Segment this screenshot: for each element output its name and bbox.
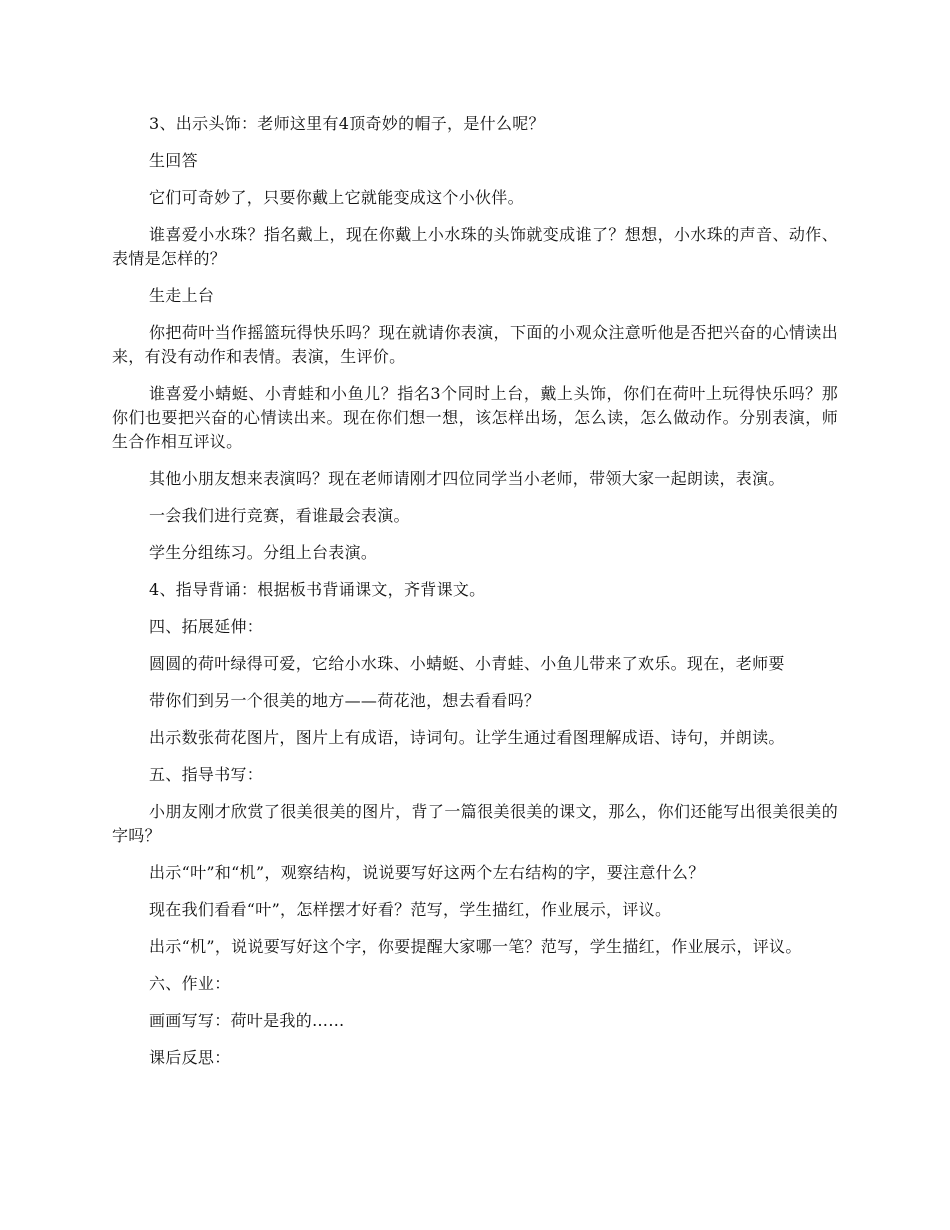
paragraph: 学生分组练习。分组上台表演。 (149, 543, 378, 562)
paragraph: 课后反思： (149, 1048, 231, 1067)
paragraph: 生走上台 (149, 286, 215, 305)
paragraph: 小朋友刚才欣赏了很美很美的图片，背了一篇很美很美的课文，那么，你们还能写出很美很美的字吗？ (112, 802, 838, 845)
section-heading: 六、作业： (149, 974, 231, 993)
paragraph: 其他小朋友想来表演吗？现在老师请刚才四位同学当小老师，带领大家一起朗读，表演。 (149, 469, 785, 488)
section-heading: 四、拓展延伸： (149, 617, 264, 636)
paragraph: 它们可奇妙了，只要你戴上它就能变成这个小伙伴。 (149, 188, 524, 207)
paragraph: 谁喜爱小蜻蜓、小青蛙和小鱼儿？指名3个同时上台，戴上头饰，你们在荷叶上玩得快乐吗？那你们也要把兴奋的心情读出来。现在你们想一想，该怎样出场，怎么读，怎么做动作。分别表演，师生合作相互评议。 (112, 384, 838, 451)
paragraph: 圆圆的荷叶绿得可爱，它给小水珠、小蜻蜓、小青蛙、小鱼儿带来了欢乐。现在，老师要 (149, 654, 785, 673)
paragraph: 画画写写：荷叶是我的…… (149, 1011, 345, 1030)
paragraph: 你把荷叶当作摇篮玩得快乐吗？现在就请你表演，下面的小观众注意听他是否把兴奋的心情读出来，有没有动作和表情。表演，生评价。 (112, 323, 838, 366)
paragraph: 带你们到另一个很美的地方——荷花池，想去看看吗？ (149, 691, 541, 710)
paragraph: 生回答 (149, 151, 198, 170)
paragraph: 现在我们看看“叶”，怎样摆才好看？范写，学生描红，作业展示，评议。 (149, 900, 672, 919)
section-heading: 五、指导书写： (149, 765, 264, 784)
paragraph: 3、出示头饰：老师这里有4顶奇妙的帽子，是什么呢？ (149, 114, 545, 133)
paragraph: 谁喜爱小水珠？指名戴上，现在你戴上小水珠的头饰就变成谁了？想想，小水珠的声音、动作、表情是怎样的？ (112, 225, 838, 268)
paragraph: 出示“叶”和“机”，观察结构，说说要写好这两个左右结构的字，要注意什么？ (149, 863, 705, 882)
paragraph: 4、指导背诵：根据板书背诵课文，齐背课文。 (149, 580, 486, 599)
paragraph: 一会我们进行竞赛，看谁最会表演。 (149, 506, 410, 525)
paragraph: 出示数张荷花图片，图片上有成语，诗词句。让学生通过看图理解成语、诗句，并朗读。 (149, 728, 785, 747)
paragraph: 出示“机”，说说要写好这个字，你要提醒大家哪一笔？范写，学生描红，作业展示，评议。 (149, 937, 802, 956)
